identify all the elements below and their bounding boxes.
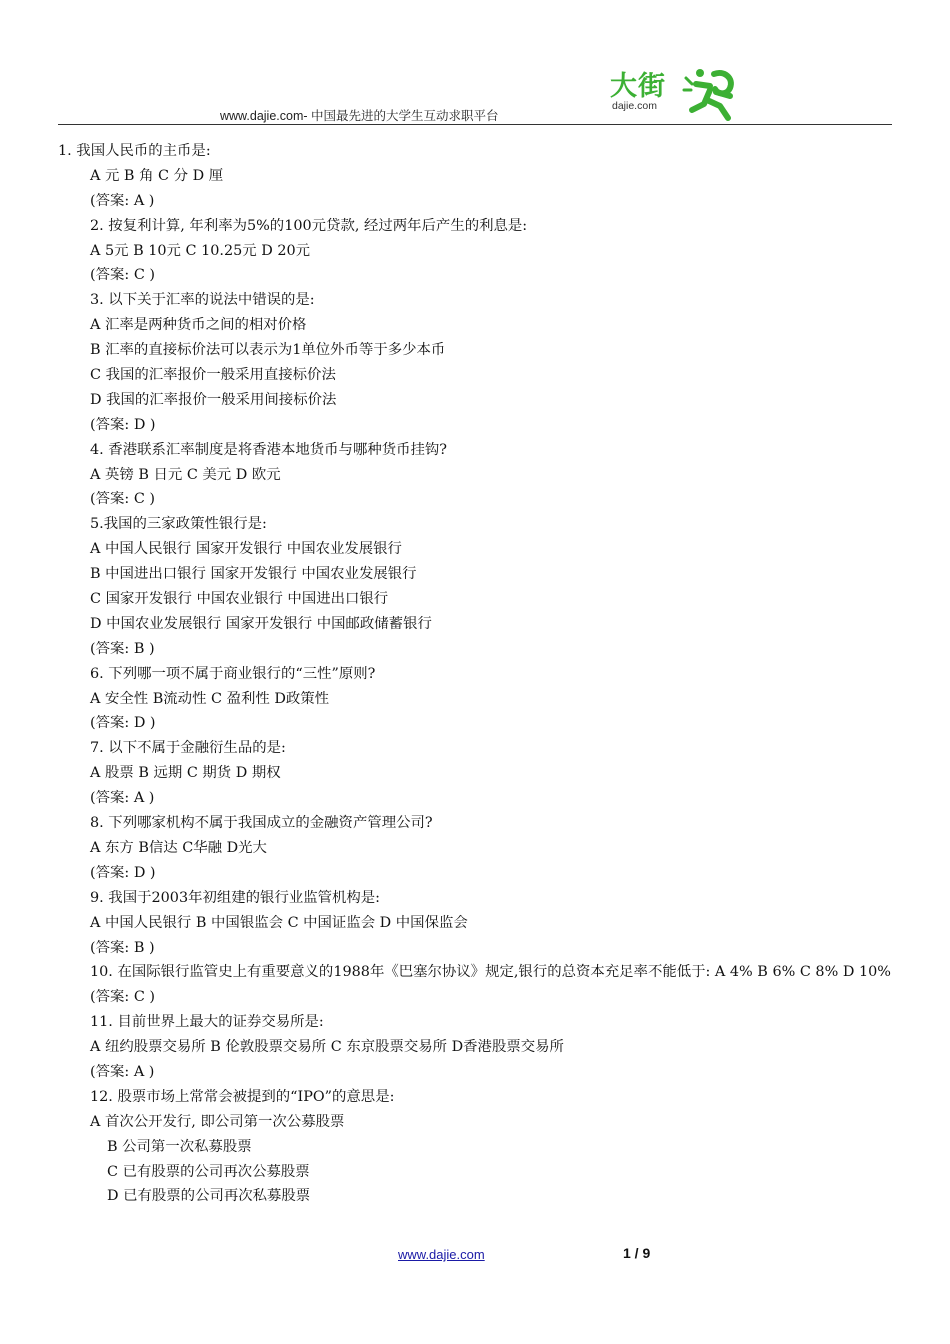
text-line: 3. 以下关于汇率的说法中错误的是:: [90, 292, 315, 309]
text-line: D 已有股票的公司再次私募股票: [107, 1188, 311, 1205]
text-line: (答案: A ): [90, 192, 155, 209]
text-line: A 东方 B信达 C华融 D光大: [90, 839, 267, 856]
text-line: A 汇率是两种货币之间的相对价格: [90, 317, 307, 334]
text-line: A 英镑 B 日元 C 美元 D 欧元: [90, 466, 281, 483]
text-line: 4. 香港联系汇率制度是将香港本地货币与哪种货币挂钩?: [90, 441, 448, 458]
text-line: A 股票 B 远期 C 期货 D 期权: [90, 765, 281, 782]
text-line: B 汇率的直接标价法可以表示为1单位外币等于多少本币: [90, 342, 446, 359]
running-figure-icon: [680, 64, 740, 122]
text-line: 12. 股票市场上常常会被提到的“IPO”的意思是:: [90, 1088, 395, 1105]
text-line: B 公司第一次私募股票: [107, 1138, 252, 1155]
page-number: 1 / 9: [623, 1245, 651, 1261]
text-line: 11. 目前世界上最大的证券交易所是:: [90, 1014, 324, 1031]
text-line: (答案: C ): [90, 267, 156, 284]
text-line: (答案: C ): [90, 989, 156, 1006]
text-line: A 纽约股票交易所 B 伦敦股票交易所 C 东京股票交易所 D香港股票交易所: [90, 1039, 564, 1056]
text-line: 10. 在国际银行监管史上有重要意义的1988年《巴塞尔协议》规定,银行的总资本充足率不能低于: A 4% B 6% C 8% D 10%: [90, 964, 891, 981]
text-line: 5.我国的三家政策性银行是:: [90, 516, 267, 533]
text-line: A 中国人民银行 B 中国银监会 C 中国证监会 D 中国保监会: [90, 914, 468, 931]
text-line: 6. 下列哪一项不属于商业银行的“三性”原则?: [90, 665, 376, 682]
logo-text: 大街: [610, 71, 666, 102]
text-line: A 安全性 B流动性 C 盈利性 D政策性: [90, 690, 330, 707]
text-line: B 中国进出口银行 国家开发银行 中国农业发展银行: [90, 566, 417, 583]
text-line: (答案: B ): [90, 640, 155, 657]
footer-link[interactable]: www.dajie.com: [398, 1247, 485, 1262]
header-site-text: www.dajie.com- 中国最先进的大学生互动求职平台: [220, 109, 499, 123]
text-line: D 中国农业发展银行 国家开发银行 中国邮政储蓄银行: [90, 615, 432, 632]
dajie-logo[interactable]: [610, 64, 740, 122]
question-list: [58, 139, 894, 1209]
logo-subtext: dajie.com: [612, 100, 657, 112]
text-line: A 元 B 角 C 分 D 厘: [90, 167, 224, 184]
text-line: (答案: D ): [90, 715, 156, 732]
text-line: (答案: A ): [90, 1063, 155, 1080]
text-line: (答案: D ): [90, 864, 156, 881]
text-line: A 首次公开发行, 即公司第一次公募股票: [90, 1113, 345, 1130]
text-line: C 已有股票的公司再次公募股票: [107, 1163, 310, 1180]
text-line: (答案: A ): [90, 790, 155, 807]
text-line: 2. 按复利计算, 年利率为5%的100元贷款, 经过两年后产生的利息是:: [90, 217, 528, 234]
text-line: 8. 下列哪家机构不属于我国成立的金融资产管理公司?: [90, 815, 433, 832]
text-line: (答案: B ): [90, 939, 155, 956]
text-line: (答案: D ): [90, 416, 156, 433]
text-line: D 我国的汇率报价一般采用间接标价法: [90, 391, 337, 408]
text-line: 7. 以下不属于金融衍生品的是:: [90, 740, 286, 757]
text-line: C 我国的汇率报价一般采用直接标价法: [90, 367, 336, 384]
text-line: C 国家开发银行 中国农业银行 中国进出口银行: [90, 591, 389, 608]
page-header: [58, 60, 892, 124]
text-line: 9. 我国于2003年初组建的银行业监管机构是:: [90, 889, 381, 906]
header-divider: [58, 124, 892, 125]
text-line: 1. 我国人民币的主币是:: [58, 143, 211, 159]
text-line: A 5元 B 10元 C 10.25元 D 20元: [90, 242, 311, 259]
page-footer: [0, 1240, 950, 1270]
text-line: A 中国人民银行 国家开发银行 中国农业发展银行: [90, 541, 402, 558]
text-line: (答案: C ): [90, 491, 156, 508]
